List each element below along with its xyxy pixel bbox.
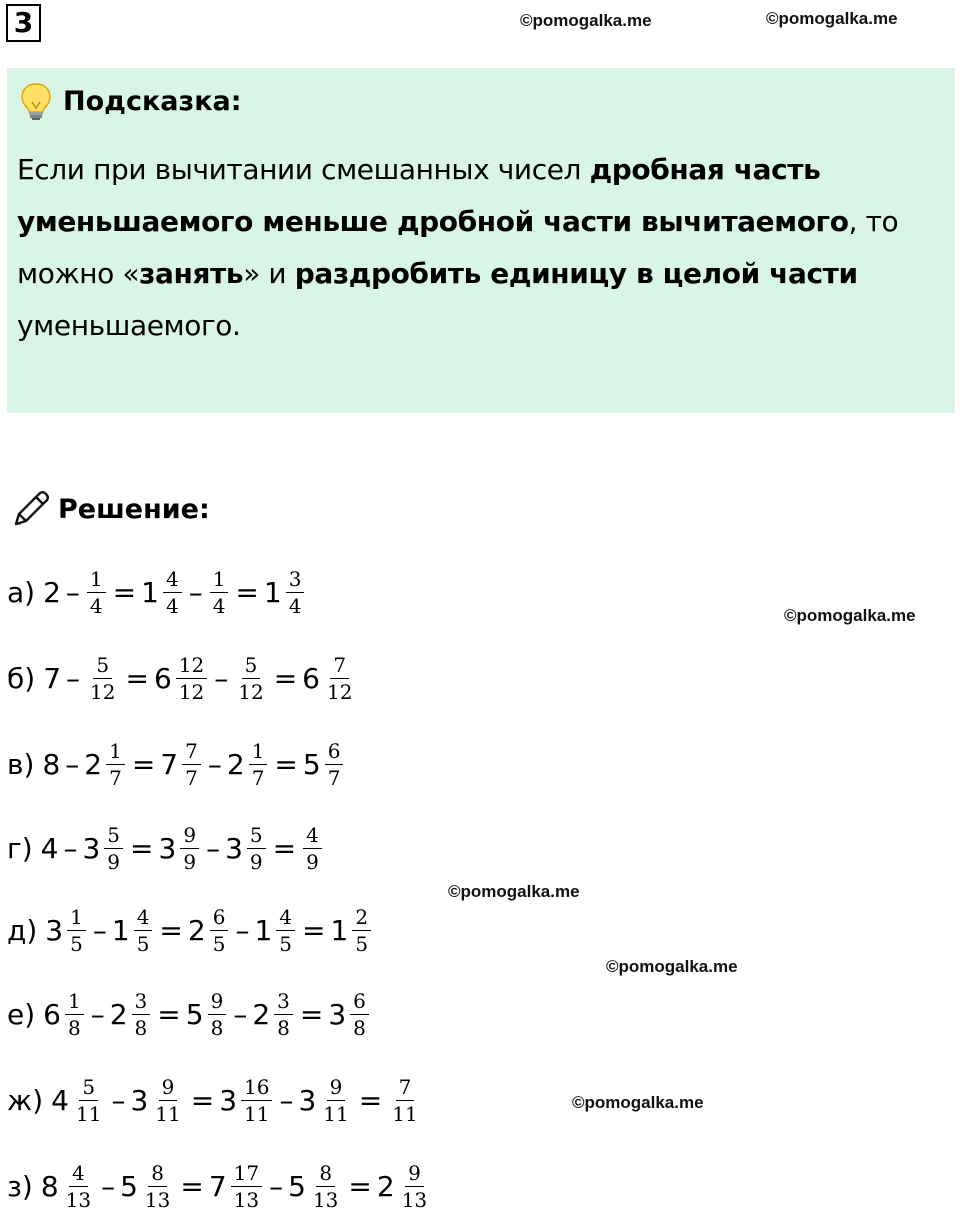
denominator: 11 bbox=[323, 1102, 349, 1126]
denominator: 4 bbox=[165, 594, 179, 618]
fraction bbox=[208, 990, 227, 1039]
solution-row bbox=[6, 990, 372, 1039]
math-operator: = bbox=[130, 832, 154, 865]
math-operator: = bbox=[299, 998, 324, 1031]
fraction bbox=[352, 906, 371, 955]
denominator: 5 bbox=[355, 932, 369, 956]
math-operator: = bbox=[159, 914, 183, 947]
math-operator: – bbox=[207, 748, 222, 781]
solution-row bbox=[6, 906, 374, 955]
denominator: 13 bbox=[65, 1188, 92, 1212]
fraction bbox=[276, 906, 295, 955]
fraction bbox=[104, 824, 123, 873]
whole-number: 2 bbox=[252, 998, 271, 1031]
numerator: 9 bbox=[180, 824, 199, 849]
hint-text bbox=[17, 144, 937, 352]
task-number-box bbox=[6, 4, 41, 42]
whole-number: 3 bbox=[130, 1084, 149, 1117]
fraction bbox=[350, 990, 369, 1039]
whole-number: 5 bbox=[302, 748, 321, 781]
fraction bbox=[399, 1162, 430, 1211]
math-operator: = bbox=[358, 1084, 383, 1117]
denominator: 7 bbox=[109, 766, 122, 790]
solution-title-text: Решение: bbox=[58, 493, 210, 525]
math-operator: – bbox=[65, 748, 80, 781]
math-operator: – bbox=[66, 662, 81, 695]
numerator: 9 bbox=[327, 1076, 346, 1101]
whole-number: 5 bbox=[120, 1170, 138, 1203]
numerator: 3 bbox=[286, 568, 305, 593]
math-operator: – bbox=[235, 914, 250, 947]
whole-number: 4 bbox=[40, 832, 59, 865]
fraction bbox=[320, 1076, 351, 1125]
fraction bbox=[87, 654, 118, 703]
numerator: 7 bbox=[396, 1076, 415, 1101]
numerator: 5 bbox=[79, 1076, 98, 1101]
numerator: 12 bbox=[176, 654, 207, 679]
fraction bbox=[274, 990, 293, 1039]
whole-number: 2 bbox=[226, 748, 245, 781]
solution-row bbox=[6, 654, 358, 703]
math-operator: – bbox=[65, 576, 80, 609]
fraction bbox=[241, 1076, 272, 1125]
row-label: г) bbox=[7, 832, 33, 865]
math-operator: – bbox=[111, 1084, 126, 1117]
numerator: 4 bbox=[134, 906, 153, 931]
whole-number: 3 bbox=[328, 998, 347, 1031]
numerator: 4 bbox=[69, 1162, 88, 1187]
denominator: 4 bbox=[89, 594, 103, 618]
denominator: 8 bbox=[277, 1016, 290, 1040]
whole-number: 3 bbox=[298, 1084, 317, 1117]
whole-number: 3 bbox=[82, 832, 101, 865]
numerator: 6 bbox=[210, 906, 229, 931]
denominator: 8 bbox=[134, 1016, 148, 1040]
numerator: 16 bbox=[241, 1076, 272, 1101]
whole-number: 7 bbox=[43, 662, 62, 695]
fraction bbox=[286, 568, 305, 617]
solution-row bbox=[6, 740, 346, 789]
fraction bbox=[324, 654, 355, 703]
numerator: 8 bbox=[148, 1162, 167, 1187]
numerator: 2 bbox=[352, 906, 371, 931]
numerator: 4 bbox=[276, 906, 295, 931]
fraction bbox=[63, 1162, 94, 1211]
row-label: б) bbox=[7, 662, 36, 695]
numerator: 1 bbox=[210, 568, 229, 593]
solution-row bbox=[6, 1076, 424, 1125]
denominator: 7 bbox=[251, 766, 265, 790]
solution-row bbox=[6, 1162, 433, 1211]
numerator: 1 bbox=[249, 740, 268, 765]
denominator: 9 bbox=[249, 850, 263, 874]
numerator: 9 bbox=[208, 990, 227, 1015]
watermark: ©pomogalka.me bbox=[572, 1093, 704, 1112]
fraction bbox=[142, 1162, 173, 1211]
hint-title-text: Подсказка: bbox=[63, 85, 242, 117]
denominator: 4 bbox=[212, 594, 226, 618]
whole-number: 5 bbox=[185, 998, 204, 1031]
solution-row bbox=[6, 824, 325, 873]
fraction bbox=[152, 1076, 183, 1125]
watermark: ©pomogalka.me bbox=[606, 957, 738, 976]
whole-number: 6 bbox=[153, 662, 172, 695]
hint-text-bold: раздробить единицу в целой части bbox=[294, 257, 858, 290]
denominator: 9 bbox=[306, 850, 319, 874]
fraction bbox=[67, 906, 86, 955]
math-operator: = bbox=[348, 1170, 372, 1203]
denominator: 13 bbox=[144, 1188, 171, 1212]
hint-text-part: Если при вычитании смешанных чисел bbox=[17, 153, 590, 186]
fraction bbox=[176, 654, 207, 703]
math-operator: – bbox=[188, 576, 203, 609]
denominator: 8 bbox=[353, 1016, 366, 1040]
numerator: 6 bbox=[350, 990, 369, 1015]
whole-number: 3 bbox=[225, 832, 243, 865]
numerator: 9 bbox=[159, 1076, 178, 1101]
whole-number: 3 bbox=[45, 914, 64, 947]
math-operator: – bbox=[233, 998, 248, 1031]
solution-title bbox=[10, 488, 210, 530]
math-operator: = bbox=[112, 576, 137, 609]
math-operator: = bbox=[274, 748, 298, 781]
fraction bbox=[235, 654, 266, 703]
whole-number: 2 bbox=[43, 576, 61, 609]
whole-number: 1 bbox=[111, 914, 130, 947]
denominator: 11 bbox=[244, 1102, 270, 1126]
numerator: 7 bbox=[330, 654, 349, 679]
lightbulb-icon bbox=[19, 82, 53, 120]
math-operator: – bbox=[269, 1170, 284, 1203]
math-operator: – bbox=[92, 914, 107, 947]
whole-number: 1 bbox=[254, 914, 273, 947]
numerator: 1 bbox=[106, 740, 125, 765]
numerator: 4 bbox=[303, 824, 322, 849]
fraction bbox=[210, 568, 229, 617]
math-operator: – bbox=[101, 1170, 116, 1203]
fraction bbox=[163, 568, 182, 617]
numerator: 8 bbox=[316, 1162, 335, 1187]
whole-number: 7 bbox=[208, 1170, 227, 1203]
whole-number: 3 bbox=[219, 1084, 238, 1117]
denominator: 5 bbox=[70, 932, 83, 956]
hint-title bbox=[19, 82, 242, 120]
watermark: ©pomogalka.me bbox=[448, 882, 580, 901]
math-operator: = bbox=[302, 914, 326, 947]
denominator: 13 bbox=[401, 1188, 428, 1212]
solution-row bbox=[6, 568, 307, 617]
hint-box bbox=[7, 68, 955, 413]
denominator: 12 bbox=[178, 680, 205, 704]
whole-number: 3 bbox=[158, 832, 177, 865]
numerator: 5 bbox=[104, 824, 123, 849]
denominator: 9 bbox=[107, 850, 121, 874]
math-operator: – bbox=[90, 998, 105, 1031]
numerator: 6 bbox=[325, 740, 344, 765]
numerator: 1 bbox=[87, 568, 106, 593]
hint-text-part: » и bbox=[243, 257, 295, 290]
numerator: 3 bbox=[132, 990, 151, 1015]
row-label: ж) bbox=[7, 1084, 44, 1117]
denominator: 12 bbox=[326, 680, 353, 704]
denominator: 7 bbox=[327, 766, 341, 790]
denominator: 12 bbox=[238, 680, 264, 704]
row-label: а) bbox=[7, 576, 36, 609]
whole-number: 2 bbox=[84, 748, 103, 781]
numerator: 1 bbox=[65, 990, 84, 1015]
denominator: 9 bbox=[183, 850, 197, 874]
math-operator: = bbox=[272, 832, 297, 865]
denominator: 5 bbox=[279, 932, 293, 956]
fraction bbox=[247, 824, 266, 873]
denominator: 8 bbox=[210, 1016, 224, 1040]
math-operator: – bbox=[206, 832, 221, 865]
whole-number: 5 bbox=[288, 1170, 306, 1203]
numerator: 9 bbox=[405, 1162, 424, 1187]
denominator: 7 bbox=[185, 766, 198, 790]
denominator: 13 bbox=[233, 1188, 260, 1212]
fraction bbox=[132, 990, 151, 1039]
math-operator: = bbox=[157, 998, 181, 1031]
denominator: 12 bbox=[90, 680, 116, 704]
fraction bbox=[210, 906, 229, 955]
fraction bbox=[106, 740, 125, 789]
row-label: д) bbox=[7, 914, 38, 947]
whole-number: 6 bbox=[43, 998, 61, 1031]
whole-number: 4 bbox=[51, 1084, 69, 1117]
whole-number: 1 bbox=[141, 576, 159, 609]
whole-number: 2 bbox=[187, 914, 206, 947]
whole-number: 6 bbox=[302, 662, 320, 695]
denominator: 5 bbox=[212, 932, 226, 956]
watermark: ©pomogalka.me bbox=[520, 11, 652, 30]
fraction bbox=[87, 568, 106, 617]
denominator: 4 bbox=[288, 594, 302, 618]
whole-number: 7 bbox=[160, 748, 179, 781]
fraction bbox=[249, 740, 268, 789]
math-operator: = bbox=[180, 1170, 204, 1203]
task-number: 3 bbox=[13, 6, 34, 39]
whole-number: 1 bbox=[330, 914, 349, 947]
fraction bbox=[325, 740, 344, 789]
fraction bbox=[182, 740, 201, 789]
fraction bbox=[231, 1162, 262, 1211]
denominator: 11 bbox=[392, 1102, 418, 1126]
fraction bbox=[389, 1076, 420, 1125]
denominator: 13 bbox=[312, 1188, 339, 1212]
numerator: 5 bbox=[242, 654, 261, 679]
fraction bbox=[180, 824, 199, 873]
numerator: 5 bbox=[247, 824, 266, 849]
watermark: ©pomogalka.me bbox=[766, 9, 898, 28]
numerator: 1 bbox=[67, 906, 86, 931]
math-operator: = bbox=[235, 576, 259, 609]
fraction bbox=[65, 990, 84, 1039]
denominator: 11 bbox=[75, 1102, 102, 1126]
whole-number: 2 bbox=[376, 1170, 395, 1203]
math-operator: = bbox=[131, 748, 156, 781]
fraction bbox=[310, 1162, 341, 1211]
hint-text-part: уменьшаемого. bbox=[17, 309, 241, 342]
math-operator: = bbox=[190, 1084, 215, 1117]
numerator: 17 bbox=[231, 1162, 262, 1187]
numerator: 3 bbox=[274, 990, 293, 1015]
watermark: ©pomogalka.me bbox=[784, 606, 916, 625]
hint-text-bold: дробная часть уменьшаемого меньше дробной части вычитаемого bbox=[17, 153, 849, 238]
row-label: в) bbox=[7, 748, 35, 781]
hint-text-part: , то можно « bbox=[17, 205, 899, 290]
fraction bbox=[134, 906, 153, 955]
denominator: 5 bbox=[136, 932, 150, 956]
row-label: з) bbox=[7, 1170, 33, 1203]
math-operator: = bbox=[273, 662, 298, 695]
whole-number: 1 bbox=[263, 576, 282, 609]
math-operator: = bbox=[125, 662, 149, 695]
fraction bbox=[73, 1076, 104, 1125]
whole-number: 8 bbox=[40, 1170, 59, 1203]
whole-number: 2 bbox=[109, 998, 128, 1031]
numerator: 4 bbox=[163, 568, 182, 593]
whole-number: 8 bbox=[42, 748, 61, 781]
numerator: 5 bbox=[93, 654, 112, 679]
fraction bbox=[303, 824, 322, 873]
denominator: 8 bbox=[67, 1016, 81, 1040]
hint-text-bold: занять bbox=[139, 257, 244, 290]
row-label: е) bbox=[7, 998, 36, 1031]
math-operator: – bbox=[279, 1084, 294, 1117]
math-operator: – bbox=[214, 662, 229, 695]
pencil-icon bbox=[10, 488, 52, 530]
numerator: 7 bbox=[182, 740, 201, 765]
math-operator: – bbox=[63, 832, 78, 865]
denominator: 11 bbox=[155, 1102, 181, 1126]
